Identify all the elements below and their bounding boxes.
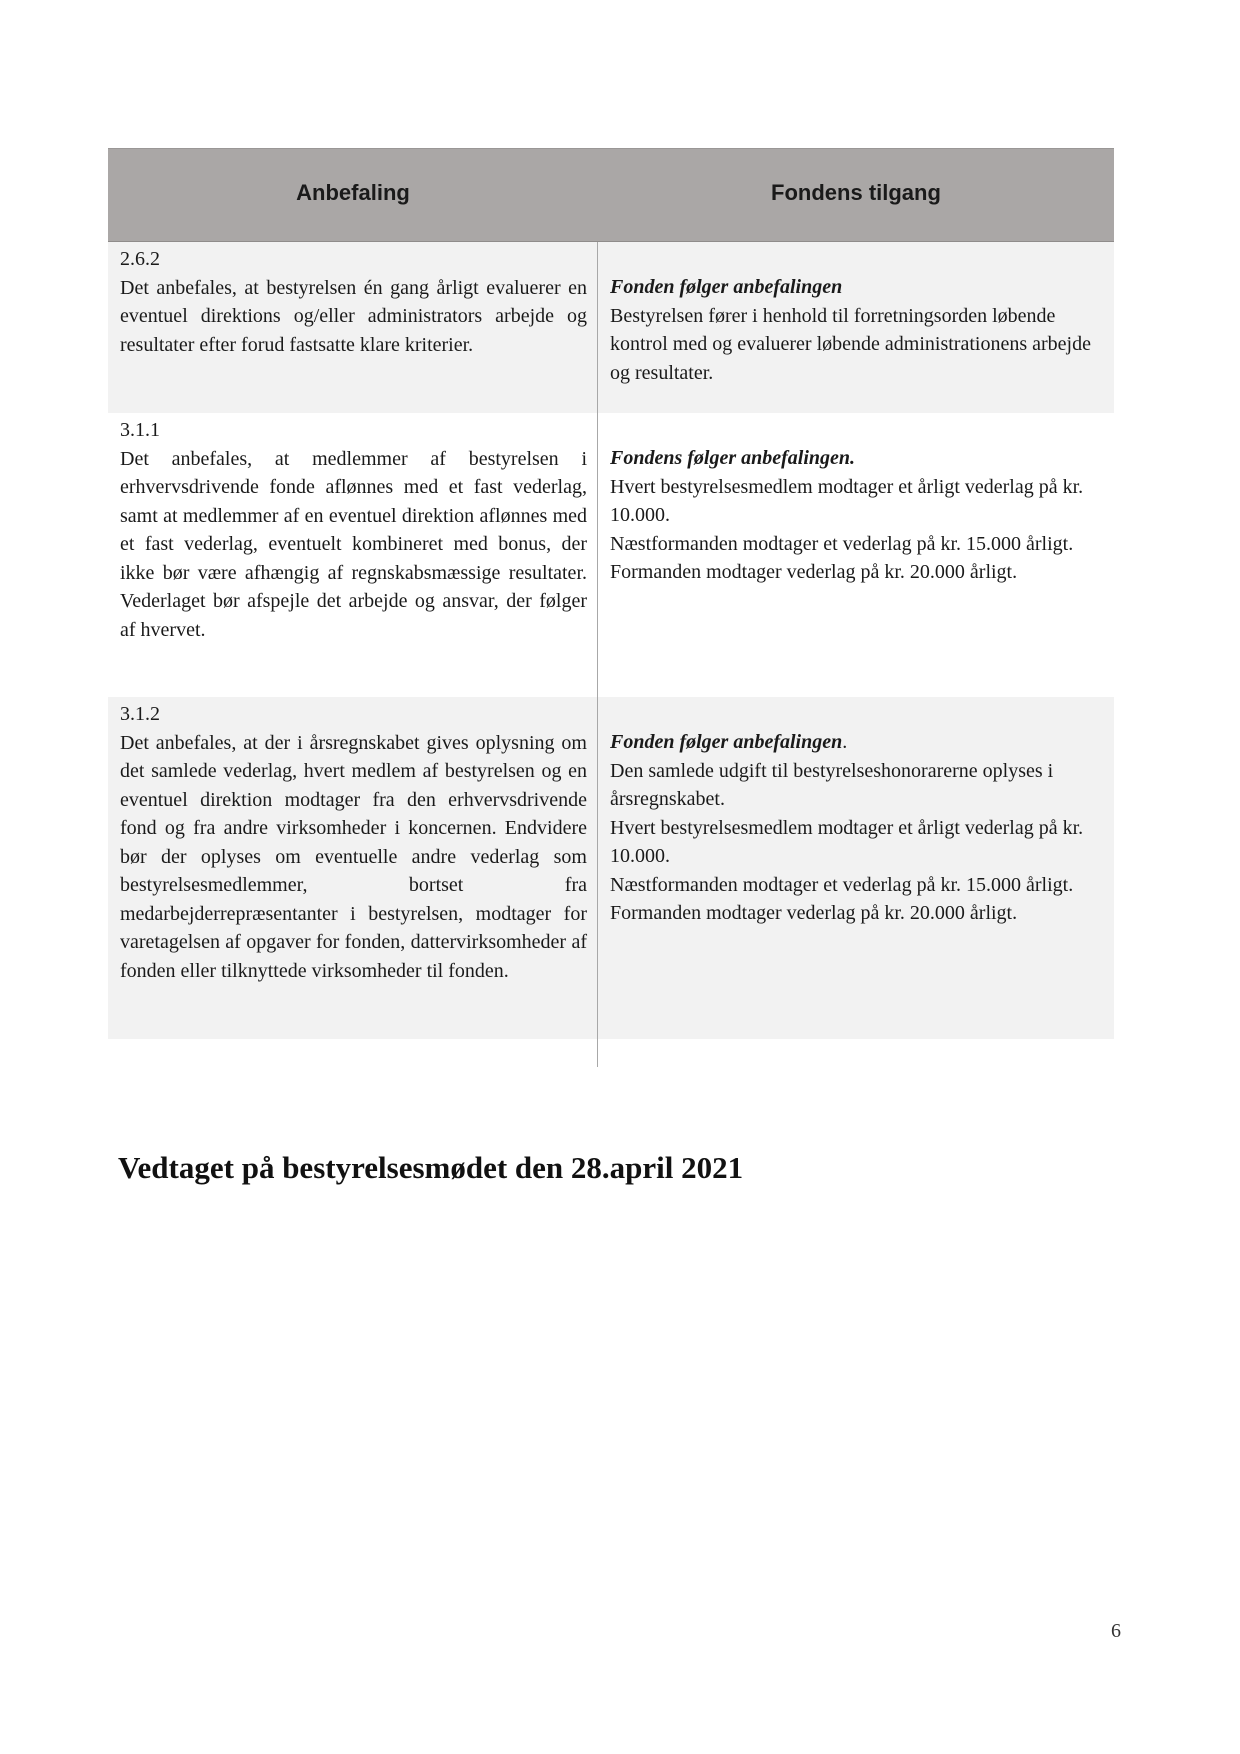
table-row xyxy=(108,242,1114,413)
closing-statement: Vedtaget på bestyrelsesmødet den 28.april 2021 xyxy=(118,1150,744,1185)
table-row xyxy=(108,413,1114,697)
response-cell xyxy=(598,697,1114,1039)
response-cell xyxy=(598,413,1114,697)
table-bottom-spacer xyxy=(108,1039,1114,1067)
response-line: Næstformanden modtager et vederlag på kr. 15.000 årligt. xyxy=(610,873,1074,896)
response-lead: Fonden følger anbefalingen xyxy=(610,731,843,753)
table-row xyxy=(108,697,1114,1039)
response-lead: Fondens følger anbefalingen. xyxy=(610,447,856,469)
response-lead-suffix: . xyxy=(842,731,848,753)
page-number: 6 xyxy=(1111,1620,1121,1642)
empty-cell xyxy=(108,1039,598,1067)
recommendation-text: Det anbefales, at bestyrelsen én gang årligt evaluerer en eventuel direktions og/eller administrators arbejde og resultater efter forud fastsatte klare kriterier. xyxy=(120,276,587,356)
response-line: Den samlede udgift til bestyrelseshonorarerne oplyses i årsregnskabet. xyxy=(610,759,1054,810)
recommendation-text: Det anbefales, at medlemmer af bestyrelsen i erhvervsdrivende fonde aflønnes med et fast vederlag, samt at medlemmer af en eventuel direktion aflønnes med et fast vederlag, eventuelt kombineret med bonus, der ikke bør være afhængig af regnskabsmæssige resultater. Vederlaget bør afspejle det arbejde og ansvar, der følger af hvervet. xyxy=(120,447,587,641)
recommendations-table xyxy=(108,148,1114,1067)
recommendation-number: 3.1.2 xyxy=(120,703,160,725)
table-header xyxy=(108,148,1114,242)
response-line: Bestyrelsen fører i henhold til forretningsorden løbende kontrol med og evaluerer løbende administrationens arbejde og resultater. xyxy=(610,304,1091,384)
recommendation-text: Det anbefales, at der i årsregnskabet gives oplysning om det samlede vederlag, hvert medlem af bestyrelsen og en eventuel direktion modtager fra den erhvervsdrivende fond og fra andre virksomheder i koncernen. Endvidere bør der oplyses om eventuelle andre vederlag som bestyrelsesmedlemmer, bortset fra medarbejderrepræsentanter i bestyrelsen, modtager for varetagelsen af opgaver for fonden, dattervirksomheder af fonden eller tilknyttede virksomheder til fonden. xyxy=(120,731,587,982)
header-recommendation: Anbefaling xyxy=(296,180,410,205)
response-line: Formanden modtager vederlag på kr. 20.000 årligt. xyxy=(610,561,1018,583)
response-line: Formanden modtager vederlag på kr. 20.000 årligt. xyxy=(610,902,1018,924)
response-lead: Fonden følger anbefalingen xyxy=(610,276,843,298)
recommendation-number: 3.1.1 xyxy=(120,419,160,441)
recommendation-cell xyxy=(108,413,598,697)
response-line: Hvert bestyrelsesmedlem modtager et årligt vederlag på kr. 10.000. xyxy=(610,816,1084,867)
empty-cell xyxy=(598,1039,1114,1067)
recommendation-cell xyxy=(108,697,598,1039)
response-line: Hvert bestyrelsesmedlem modtager et årligt vederlag på kr. 10.000. xyxy=(610,475,1084,526)
recommendation-cell xyxy=(108,242,598,413)
response-line: Næstformanden modtager et vederlag på kr. 15.000 årligt. xyxy=(610,532,1074,555)
response-cell xyxy=(598,242,1114,413)
header-foundation-approach: Fondens tilgang xyxy=(771,180,941,205)
recommendation-number: 2.6.2 xyxy=(120,248,160,270)
